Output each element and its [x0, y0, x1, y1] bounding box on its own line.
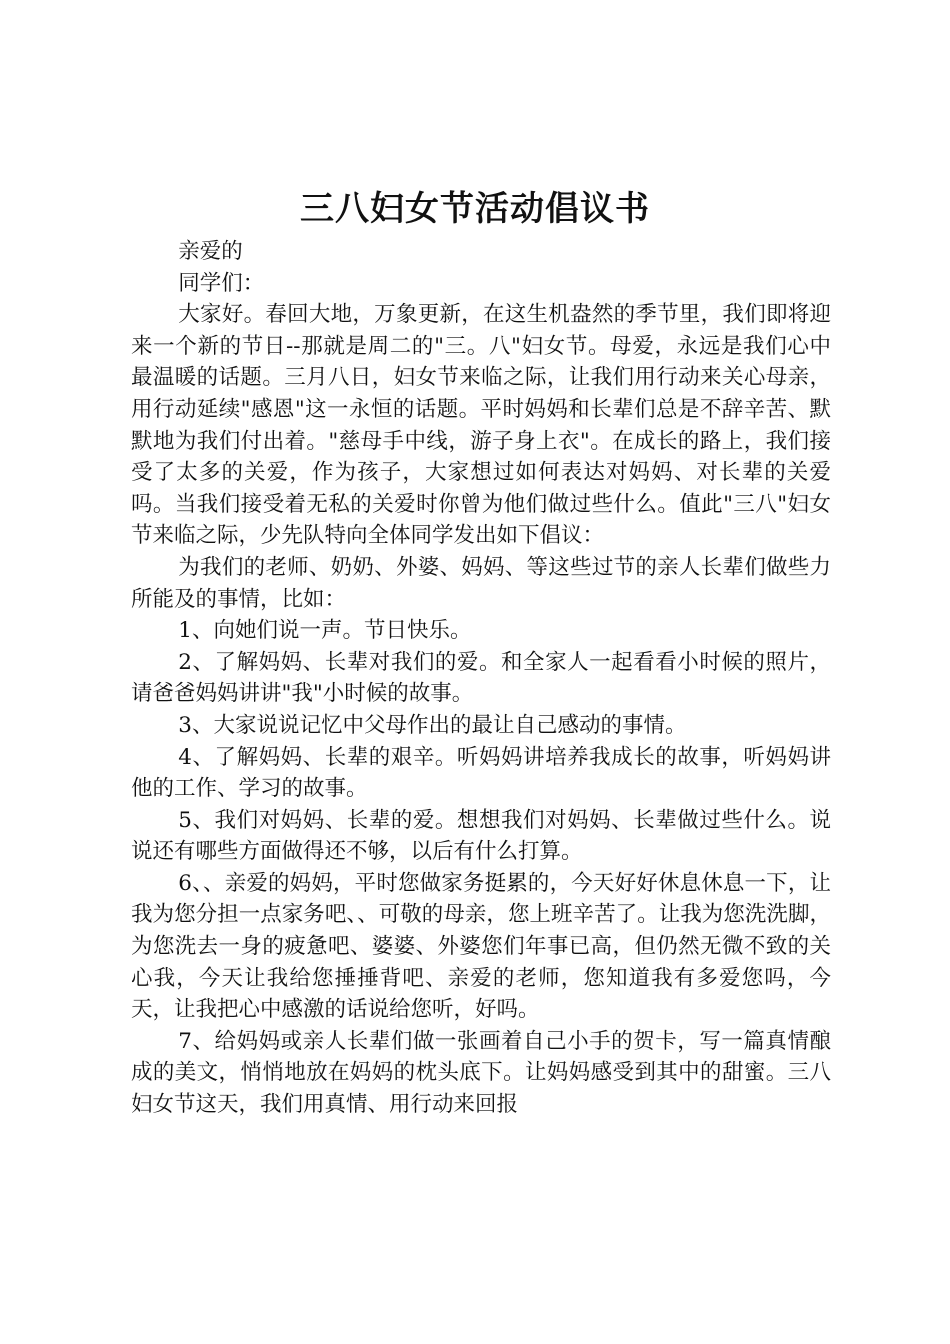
list-item-1: 1、向她们说一声。节日快乐。: [178, 618, 472, 644]
document-title: 三八妇女节活动倡议书: [300, 189, 650, 229]
paragraph-intro: 大家好。春回大地，万象更新，在这生机盎然的季节里，我们即将迎来一个新的节日--那就是周二的"三。八"妇女节。母爱，永远是我们心中最温暖的话题。三月八日，妇女节来临之际，让我们用行动来关心母亲，用行动延续"感恩"这一永恒的话题。平时妈妈和长辈们总是不辞辛苦、默默地为我们付出着。"慈母手中线，游子身上衣"。在成长的路上，我们接受了太多的关爱，作为孩子，大家想过如何表达对妈妈、对长辈的关爱吗。当我们接受着无私的关爱时你曾为他们做过些什么。值此"三八"妇女节来临之际，少先队特向全体同学发出如下倡议：: [131, 302, 831, 549]
list-item-7: 7、给妈妈或亲人长辈们做一张画着自己小手的贺卡，写一篇真情酿成的美文，悄悄地放在妈妈的枕头底下。让妈妈感受到其中的甜蜜。三八妇女节这天，我们用真情、用行动来回报: [131, 1028, 831, 1118]
paragraph-proposal: 为我们的老师、奶奶、外婆、妈妈、等这些过节的亲人长辈们做些力所能及的事情，比如：: [131, 554, 831, 612]
list-item-3: 3、大家说说记忆中父母作出的最让自己感动的事情。: [178, 712, 687, 738]
salutation-line-1: 亲爱的: [178, 239, 243, 264]
list-item-5: 5、我们对妈妈、长辈的爱。想想我们对妈妈、长辈做过些什么。说说还有哪些方面做得还不够，以后有什么打算。: [131, 807, 831, 865]
list-item-2: 2、了解妈妈、长辈对我们的爱。和全家人一起看看小时候的照片，请爸爸妈妈讲讲"我"小时候的故事。: [131, 649, 831, 707]
salutation-line-2: 同学们：: [178, 270, 265, 296]
document-body: [131, 236, 831, 1121]
list-item-6: 6、、亲爱的妈妈，平时您做家务挺累的，今天好好休息休息一下，让我为您分担一点家务吧、、可敬的母亲，您上班辛苦了。让我为您洗洗脚，为您洗去一身的疲惫吧、婆婆、外婆您们年事已高，但仍然无微不致的关心我，今天让我给您捶捶背吧、亲爱的老师，您知道我有多爱您吗，今天，让我把心中感激的话说给您听，好吗。: [131, 870, 831, 1023]
list-item-4: 4、了解妈妈、长辈的艰辛。听妈妈讲培养我成长的故事，听妈妈讲他的工作、学习的故事。: [131, 744, 831, 802]
